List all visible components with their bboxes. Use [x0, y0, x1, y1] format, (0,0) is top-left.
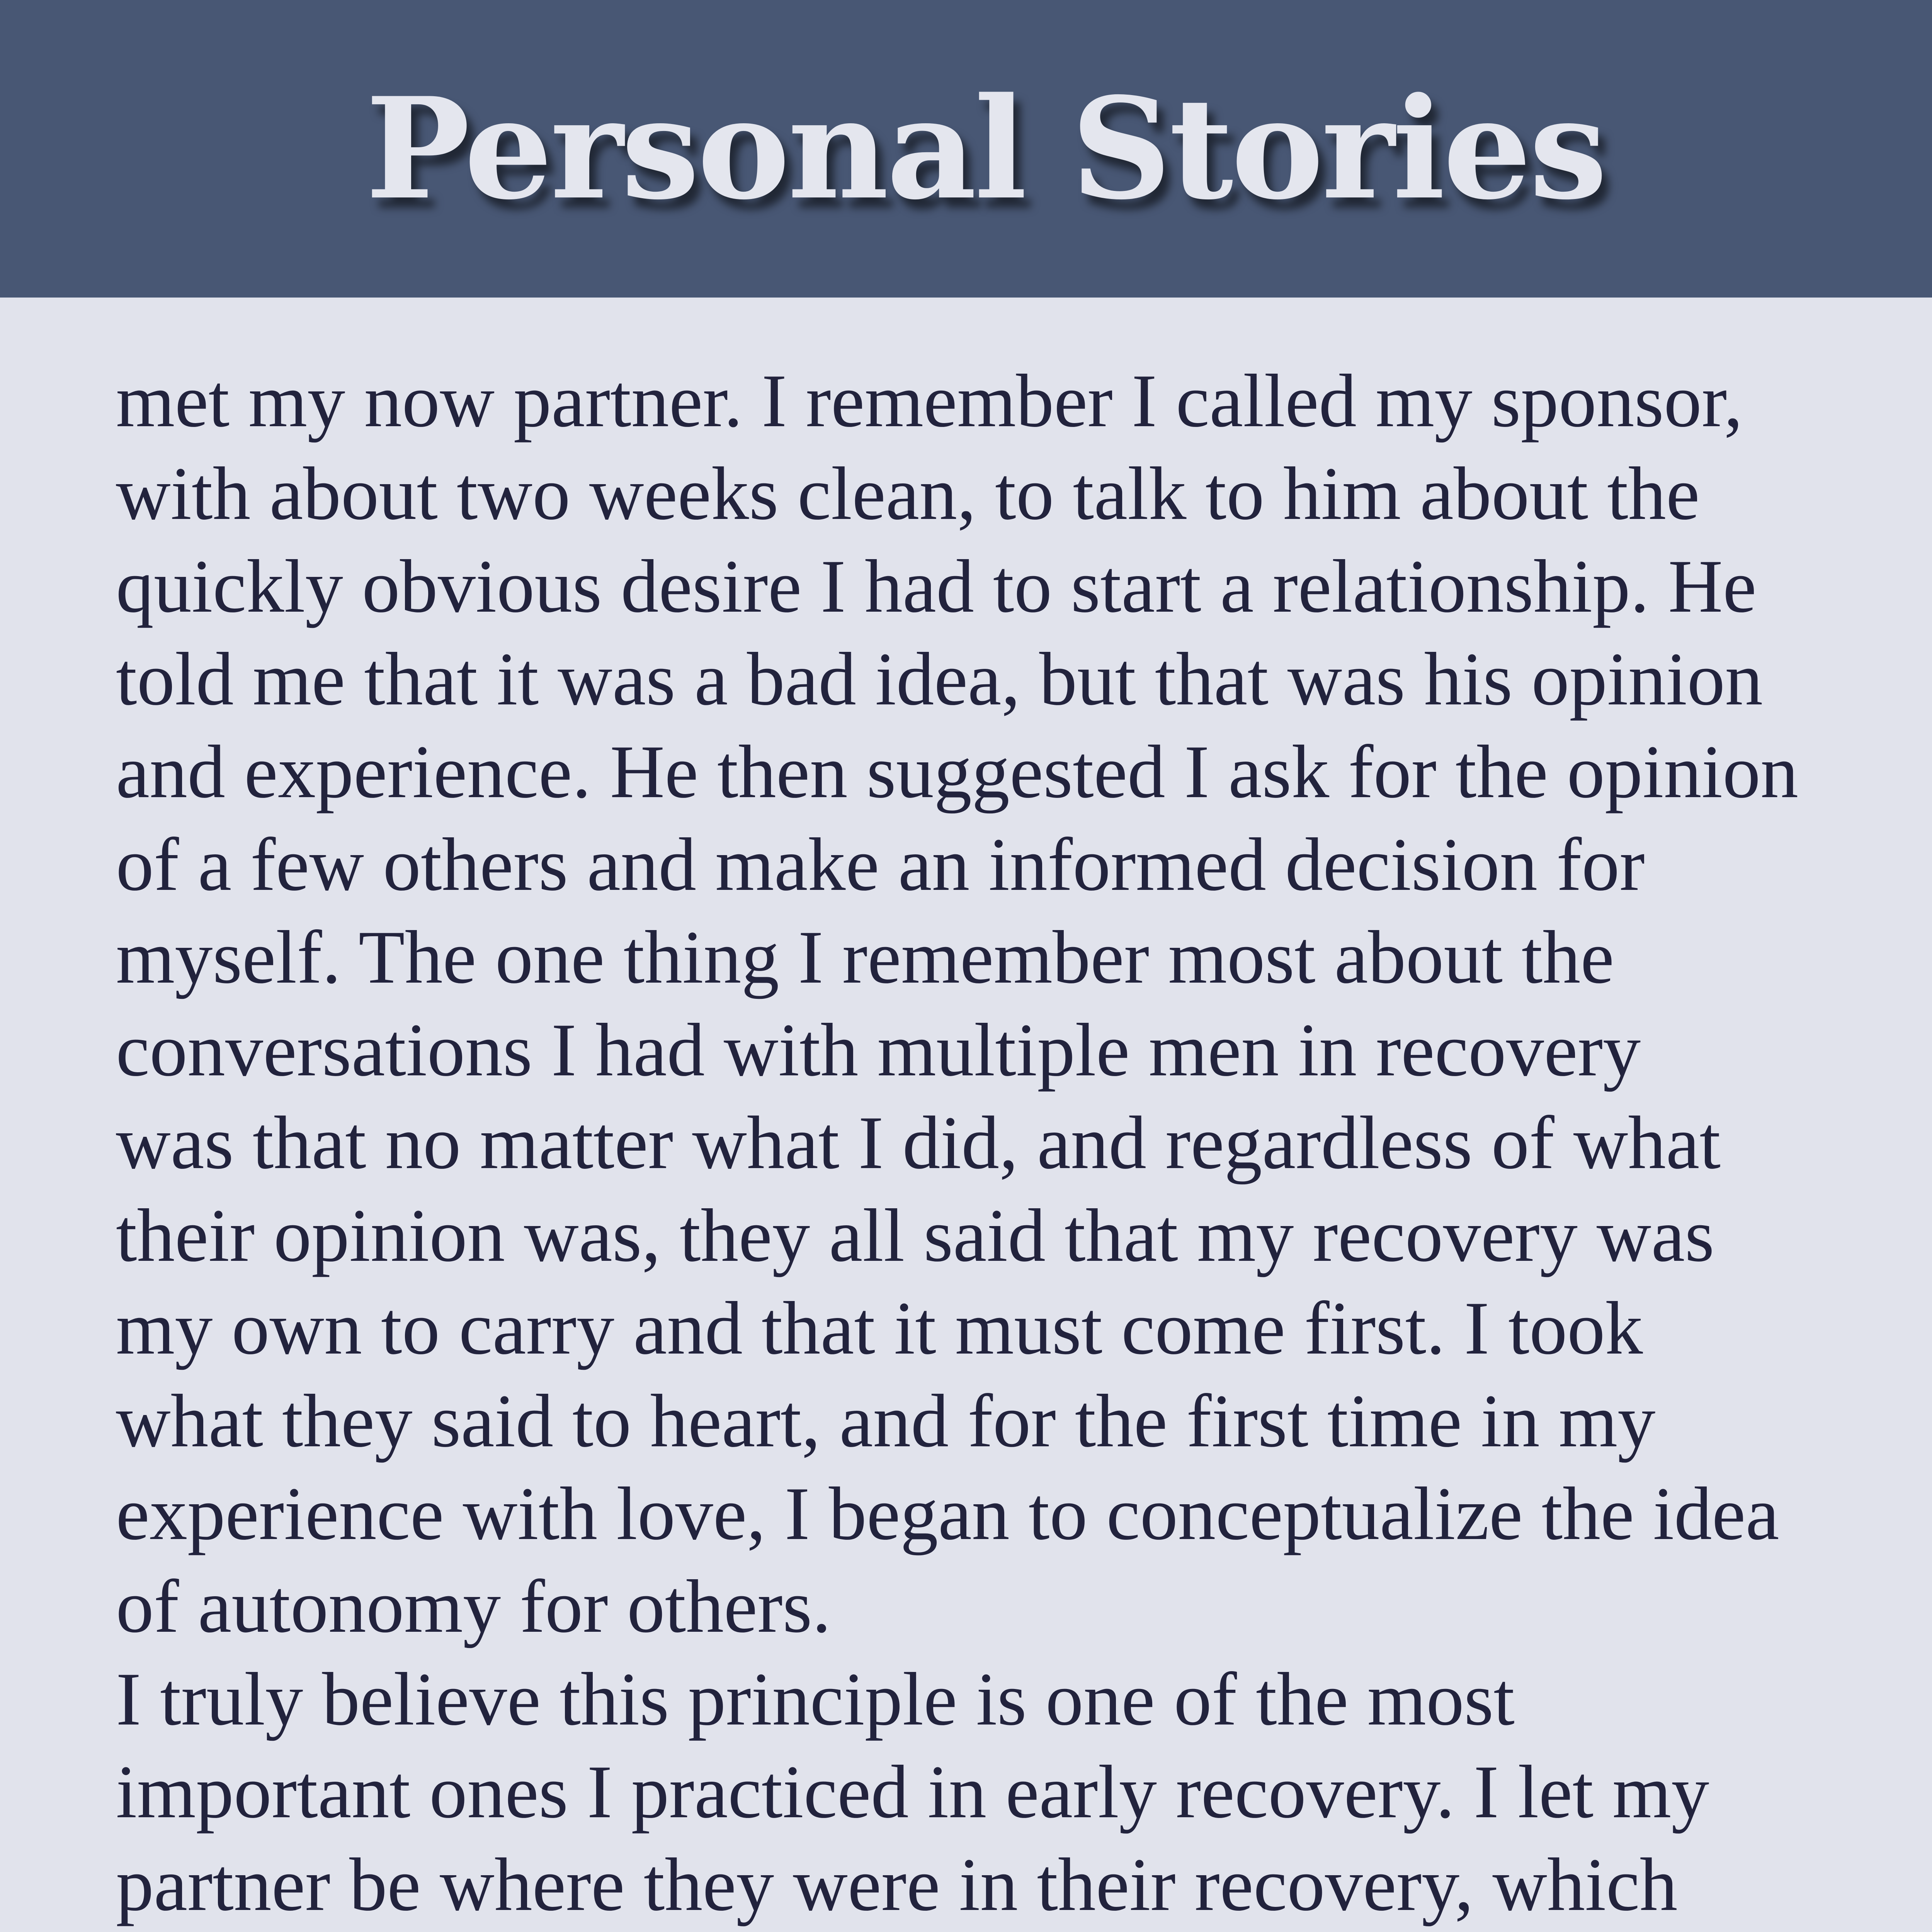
page-title: Personal Stories: [365, 67, 1605, 230]
story-line: quickly obvious desire I had to start a relationship. He: [116, 544, 1757, 628]
story-line: met my now partner. I remember I called my sponsor,: [116, 359, 1743, 443]
story-body: [116, 355, 1893, 1932]
story-line: partner be where they were in their recovery, which: [116, 1843, 1678, 1927]
story-line: and experience. He then suggested I ask for the opinion: [116, 730, 1799, 814]
story-line: myself. The one thing I remember most about the: [116, 915, 1614, 999]
story-line: I truly believe this principle is one of the most: [116, 1657, 1515, 1741]
story-line: of autonomy for others.: [116, 1565, 831, 1648]
story-line: conversations I had with multiple men in recovery: [116, 1008, 1641, 1092]
story-line: what they said to heart, and for the first time in my: [116, 1379, 1656, 1463]
header-banner: [0, 0, 1932, 298]
story-line: told me that it was a bad idea, but that was his opinion: [116, 637, 1763, 721]
story-line: their opinion was, they all said that my recovery was: [116, 1194, 1714, 1277]
story-line: was that no matter what I did, and regardless of what: [116, 1101, 1721, 1185]
story-line: with about two weeks clean, to talk to him about the: [116, 452, 1700, 536]
story-line: important ones I practiced in early recovery. I let my: [116, 1750, 1709, 1834]
story-line: my own to carry and that it must come first. I took: [116, 1286, 1643, 1370]
story-line: experience with love, I began to conceptualize the idea: [116, 1472, 1779, 1556]
story-line: of a few others and make an informed decision for: [116, 823, 1645, 906]
